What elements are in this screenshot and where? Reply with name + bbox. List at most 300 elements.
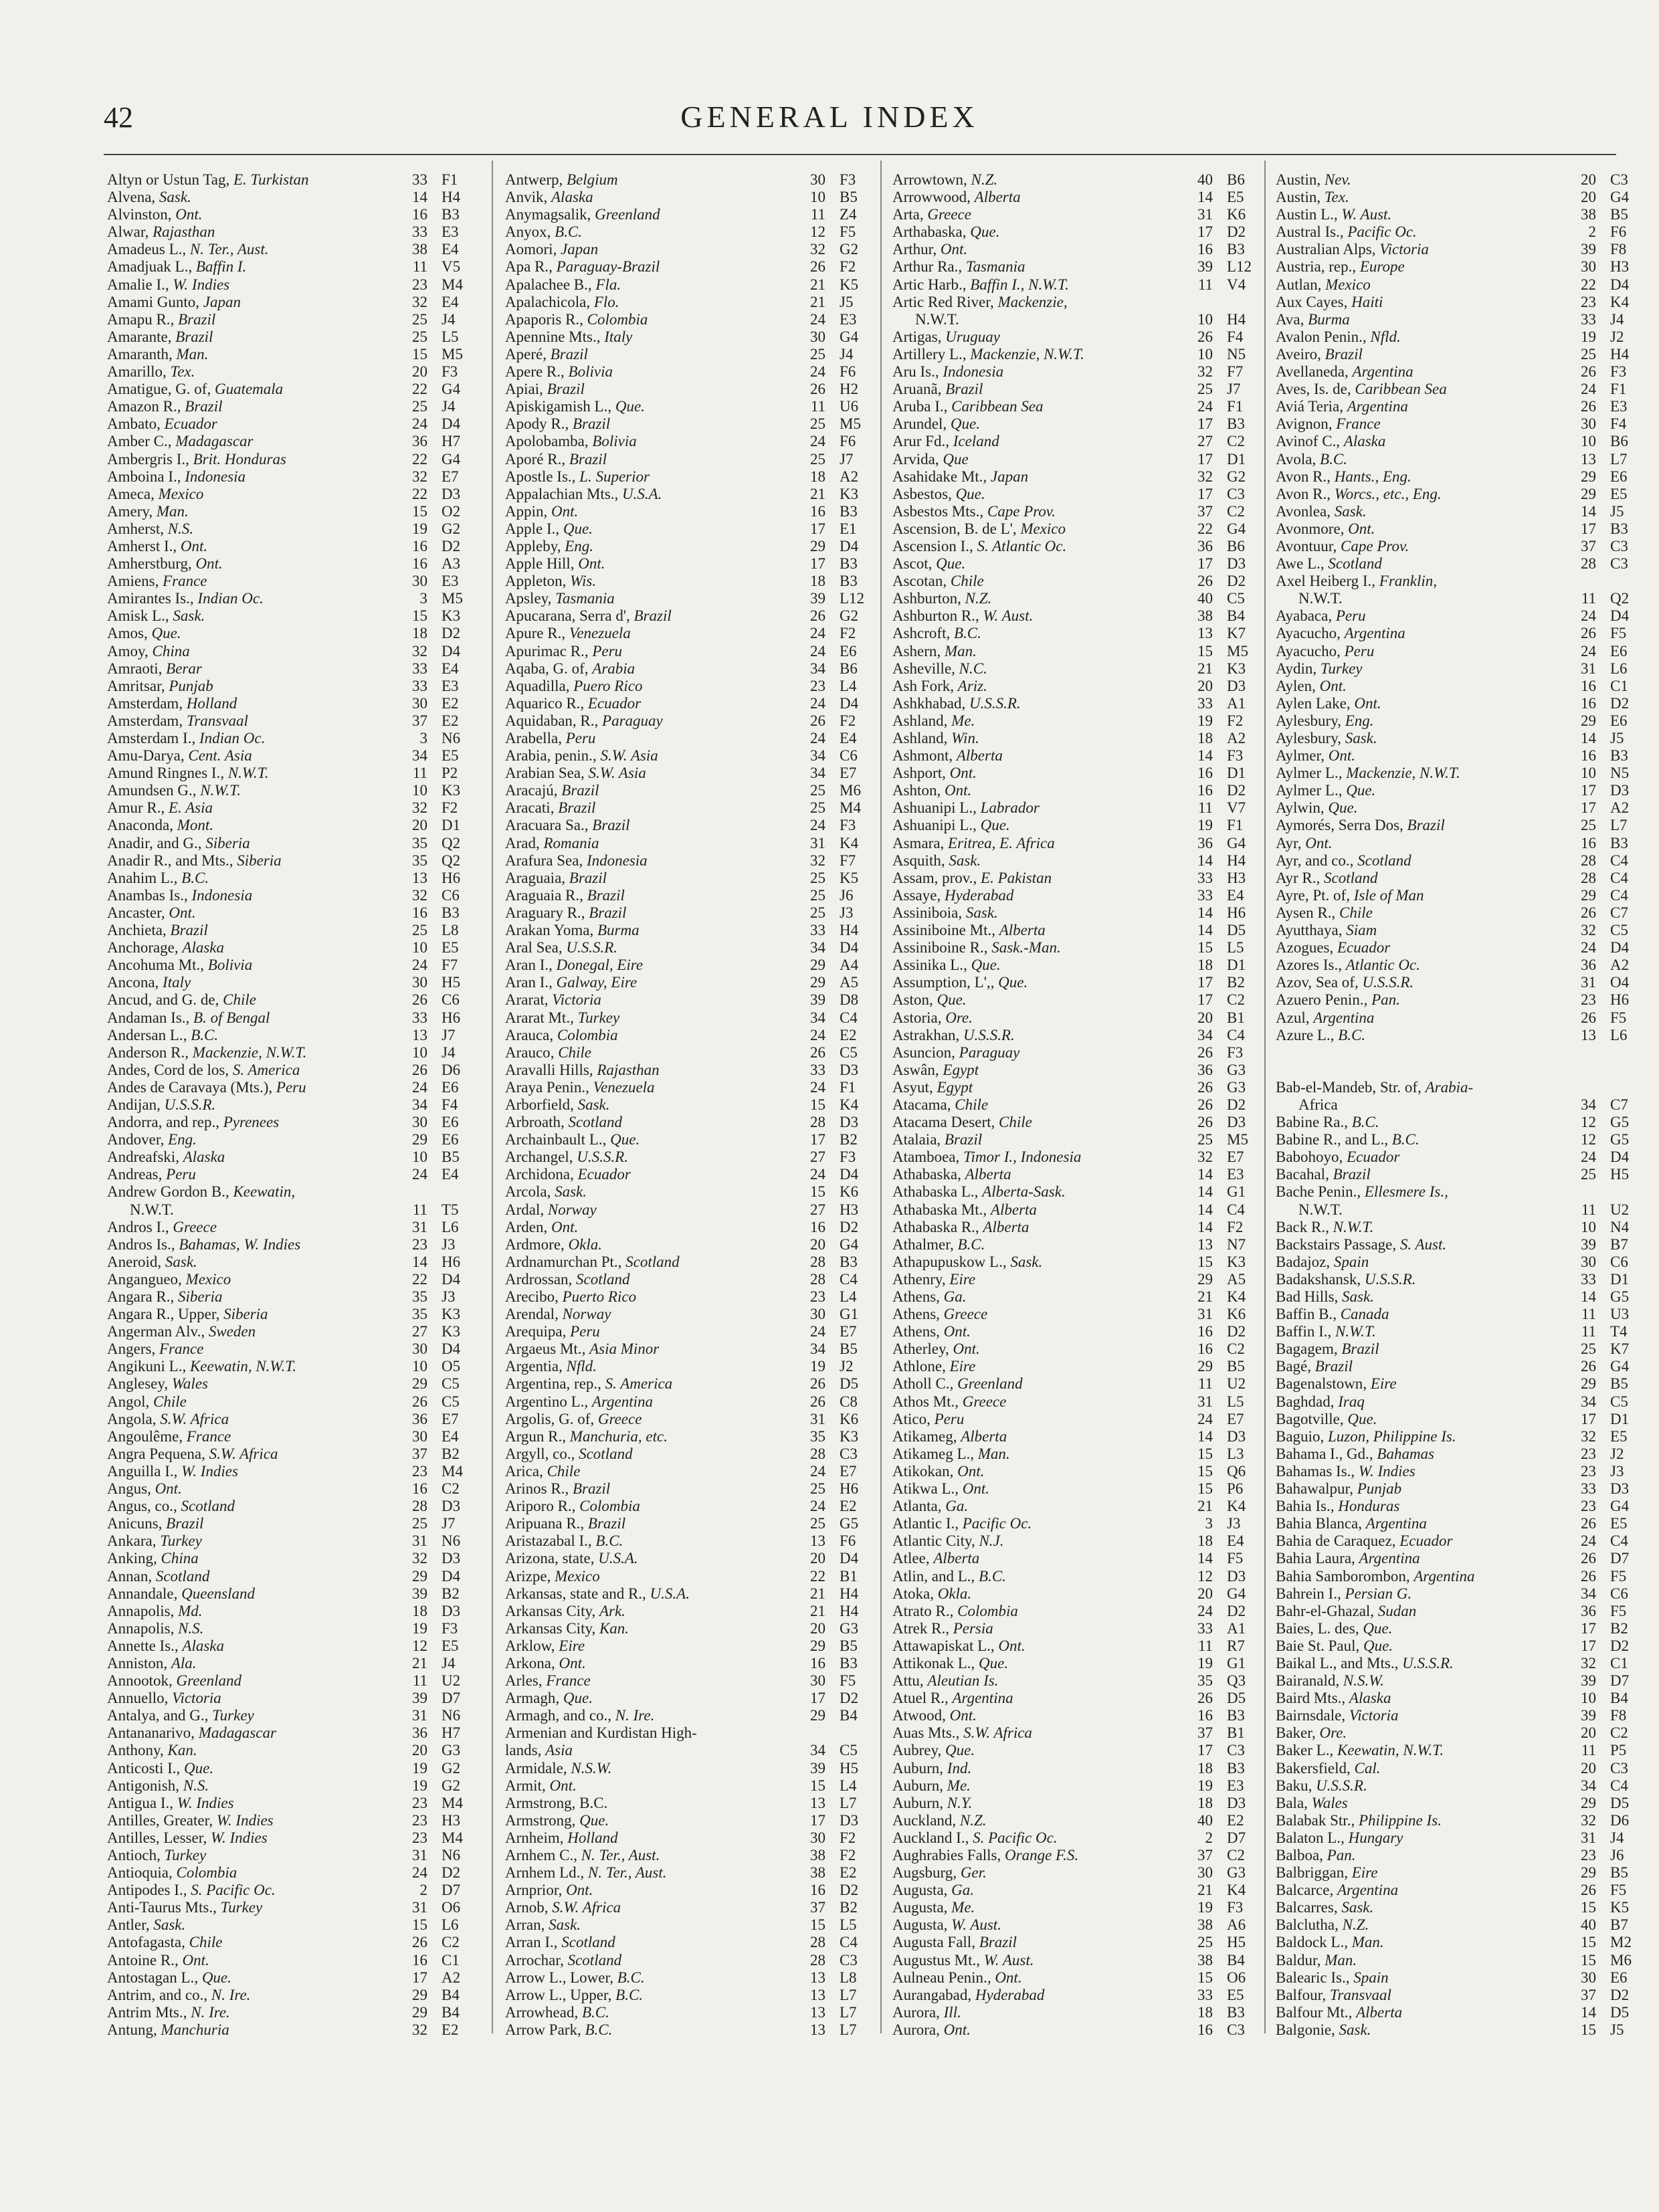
entry-grid-ref: O2 [442,502,461,520]
entry-name: Amami Gunto, Japan [107,293,241,310]
entry-page: 31 [412,1899,427,1916]
entry-page: 17 [1581,1637,1596,1654]
entry-region: U.S.S.R. [1364,1270,1416,1288]
entry-name: Armenian and Kurdistan High- [505,1724,697,1742]
entry-region: Bahamas [1377,1445,1435,1462]
entry-grid-ref: E6 [1610,642,1628,660]
entry-page: 29 [1581,1375,1596,1393]
entry-page: 33 [412,223,427,241]
entry-grid-ref: G5 [1610,1131,1630,1148]
index-entry [892,1288,1267,1306]
entry-grid-ref: J4 [840,345,854,363]
index-entry [505,1375,880,1393]
entry-region: Scotland [181,1498,235,1515]
entry-region: Chile [558,1043,592,1061]
entry-region: S.W. Africa [552,1899,621,1916]
entry-page: 30 [412,1427,427,1445]
entry-page: 25 [810,415,825,433]
index-entry [1276,2021,1650,2039]
entry-page: 13 [1197,1235,1213,1253]
entry-region: Europe [1359,258,1405,276]
entry-grid-ref: G1 [1227,1183,1246,1201]
entry-page: 39 [810,1759,825,1777]
entry-grid-ref: F2 [1227,1218,1244,1235]
entry-region: Siberia [223,1306,268,1323]
index-entry [107,974,482,991]
entry-grid-ref: E2 [840,1498,857,1515]
entry-page: 34 [810,1009,825,1026]
entry-page: 2 [1205,1829,1213,1846]
entry-grid-ref: H5 [1227,1934,1246,1951]
entry-region: Turkey [220,1899,263,1916]
entry-page: 16 [1197,782,1213,799]
entry-name: Astrakhan, U.S.S.R. [892,1026,1015,1043]
entry-grid-ref: D2 [840,1218,859,1235]
entry-grid-ref: C2 [442,1934,460,1951]
entry-region: Japan [990,468,1029,485]
entry-page: 12 [1581,1131,1596,1148]
entry-name: Anguilla I., W. Indies [107,1462,238,1480]
entry-page: 34 [810,1742,825,1759]
entry-name: Azul, Argentina [1276,1009,1375,1026]
index-entry [107,415,482,433]
entry-name: Arad, Romania [505,834,599,851]
entry-name: Atamboea, Timor I., Indonesia [892,1148,1082,1166]
index-entry [107,835,482,852]
entry-region: Ont. [559,1654,586,1672]
entry-name: Athabaska R., Alberta [892,1218,1030,1235]
entry-page: 39 [1581,1235,1596,1253]
entry-page: 26 [412,1934,427,1951]
entry-page: 17 [1581,799,1596,817]
entry-grid-ref: H4 [840,922,859,939]
entry-name: Ashmont, Alberta [892,747,1003,765]
index-entry [1276,1515,1650,1532]
entry-name: Atlee, Alberta [892,1550,980,1567]
entry-name: Arthur Ra., Tasmania [892,258,1026,276]
index-entry [1276,1969,1650,1987]
entry-page: 29 [1581,485,1596,502]
entry-region: Sask. [1339,2021,1371,2038]
entry-region: B.C. [1320,450,1347,468]
entry-page: 11 [1197,1637,1213,1654]
index-entry [1276,852,1650,870]
entry-region: S. America [605,1375,673,1393]
entry-grid-ref: G4 [442,381,461,398]
entry-name: Balgonie, Sask. [1276,2021,1371,2038]
entry-name: Ascension, B. de L', Mexico [892,520,1066,537]
entry-region: S.W. Asia [600,747,658,765]
entry-region: Ont. [182,1951,209,1969]
entry-grid-ref: E4 [442,1427,459,1445]
index-entry [1276,1219,1650,1236]
index-entry [892,189,1267,206]
entry-region: Me. [951,1899,975,1916]
entry-grid-ref: G3 [442,1742,461,1759]
entry-name: Angangueo, Mexico [107,1270,231,1288]
entry-grid-ref: H6 [1610,991,1630,1009]
entry-name: Alvena, Sask. [107,189,191,206]
entry-grid-ref: C3 [840,1445,858,1462]
index-entry [505,625,880,642]
entry-region: Peru [276,1078,306,1096]
entry-name: Apsley, Tasmania [505,590,615,607]
entry-name: Arta, Greece [892,206,971,223]
entry-grid-ref: E5 [1610,1515,1628,1532]
index-entry [1276,730,1650,747]
entry-region: Victoria [1379,241,1429,258]
entry-name: Bagotville, Que. [1276,1410,1377,1427]
entry-region: Que. [563,520,593,537]
entry-grid-ref: B3 [1227,241,1245,258]
entry-page: 26 [1581,363,1596,381]
entry-region: Ont. [998,1637,1026,1654]
entry-region: Sask. [555,1183,587,1201]
index-entry [1276,1201,1650,1219]
entry-grid-ref: D2 [1227,1323,1246,1340]
index-entry [505,328,880,346]
entry-page: 20 [1581,171,1596,188]
entry-grid-ref: O6 [1227,1969,1246,1986]
entry-page: 11 [412,258,427,276]
index-entry [1276,1550,1650,1567]
entry-name: Angerman Alv., Sweden [107,1323,256,1340]
entry-grid-ref: G4 [442,450,461,468]
index-entry [1276,241,1650,258]
entry-region: L. Superior [579,468,650,485]
entry-grid-ref: F5 [1610,1882,1627,1899]
entry-grid-ref: B2 [840,1131,858,1148]
entry-region: Ont. [943,2021,971,2038]
entry-name: Babohoyo, Ecuador [1276,1148,1400,1166]
entry-region: Mexico [555,1567,600,1585]
entry-page: 12 [412,1637,427,1654]
index-entry [505,223,880,241]
entry-page: 26 [1197,328,1213,345]
index-entry [107,1201,482,1219]
entry-page: 23 [412,276,427,293]
entry-page: 17 [810,1690,825,1707]
entry-name: Avellaneda, Argentina [1276,363,1413,381]
index-entry [892,799,1267,817]
entry-grid-ref: B3 [1610,747,1628,765]
entry-page: 25 [1197,1934,1213,1951]
index-entry [505,870,880,887]
entry-grid-ref: F1 [840,1078,856,1096]
entry-name: Appin, Ont. [505,502,579,520]
entry-name: Aruanã, Brazil [892,381,983,398]
index-entry [892,503,1267,520]
entry-name: Azogues, Ecuador [1276,939,1391,957]
index-entry [892,765,1267,782]
entry-grid-ref: L7 [840,1986,857,2003]
entry-page: 26 [412,1061,427,1078]
entry-grid-ref: C2 [1227,502,1245,520]
entry-grid-ref: G4 [1610,189,1630,206]
index-entry [505,660,880,678]
entry-name: Aydin, Turkey [1276,660,1363,677]
entry-page: 24 [810,1026,825,1043]
entry-name: Aulneau Penin., Ont. [892,1969,1022,1986]
entry-region: Turkey [160,1532,202,1550]
entry-page: 22 [412,381,427,398]
entry-region: China [161,1550,199,1567]
entry-name: Appalachian Mts., U.S.A. [505,485,662,502]
entry-region: Hyderabad [944,886,1014,904]
entry-region: Chile [950,573,984,590]
entry-page: 16 [412,537,427,555]
entry-region: Kan. [599,1619,629,1637]
index-entry [505,398,880,415]
entry-page: 20 [810,1619,825,1637]
index-entry [505,189,880,206]
entry-grid-ref: J7 [442,1026,456,1043]
index-entry [1276,258,1650,276]
entry-region: Eng. [168,1131,197,1148]
entry-grid-ref: M4 [442,276,463,293]
entry-page: 23 [810,677,825,694]
entry-name: Anti-Taurus Mts., Turkey [107,1899,263,1916]
index-entry [892,712,1267,730]
page-number: 42 [104,101,133,134]
entry-page: 29 [810,1637,825,1654]
index-entry [1276,503,1650,520]
entry-grid-ref: D1 [1227,957,1246,974]
entry-name: Aquadilla, Puero Rico [505,677,643,694]
entry-grid-ref: H4 [840,1602,859,1619]
entry-region: Ont. [940,241,968,258]
entry-grid-ref: M5 [1227,642,1248,660]
index-entry [892,1009,1267,1027]
entry-region: B.C. [581,2003,609,2021]
entry-region: Egypt [937,1078,973,1096]
entry-name: Apostle Is., L. Superior [505,468,650,485]
entry-name: Araya Penin., Venezuela [505,1078,655,1096]
entry-name: Amarillo, Tex. [107,363,195,381]
index-entry [892,1655,1267,1672]
entry-grid-ref: C6 [442,991,460,1009]
entry-page: 17 [810,555,825,573]
entry-region: Hungary [1348,1829,1403,1846]
entry-page: 29 [1197,1270,1213,1288]
entry-page: 19 [412,1777,427,1794]
entry-region: Brazil [178,310,216,328]
entry-region: Burma [1308,310,1350,328]
entry-page: 3 [419,730,427,746]
index-entry [505,1777,880,1795]
index-entry [892,782,1267,799]
index-entry [107,189,482,206]
entry-name: Atoka, Okla. [892,1585,972,1602]
entry-region: Argentina [1352,363,1413,381]
entry-region: Peru [1344,642,1375,660]
index-entry [505,1655,880,1672]
entry-region: Brazil [558,799,596,817]
index-entry [1276,415,1650,433]
entry-page: 24 [1581,1532,1596,1550]
entry-grid-ref: D3 [1227,1794,1246,1811]
entry-name: Africa [1298,1096,1338,1113]
entry-name: Aylmer L., Que. [1276,782,1376,799]
entry-page: 28 [1581,869,1596,886]
entry-name: Anadir, and G., Siberia [107,834,250,851]
entry-grid-ref: E3 [442,223,459,241]
entry-region: Ont. [551,1218,579,1235]
entry-name: Asbestos Mts., Cape Prov. [892,502,1056,520]
entry-region: Tex. [1324,189,1349,206]
index-entry [107,2021,482,2039]
entry-name: Bahr-el-Ghazal, Sudan [1276,1602,1417,1619]
entry-region: Alberta [1356,2003,1403,2021]
entry-region: Mackenzie, N.W.T. [1346,765,1460,782]
entry-region: Keewatin, N.W.T. [189,1358,297,1375]
index-entry [505,311,880,328]
entry-name: Angara R., Upper, Siberia [107,1306,268,1323]
entry-page: 16 [1581,834,1596,851]
entry-page: 31 [810,1410,825,1427]
entry-name: Apolobamba, Bolivia [505,433,637,450]
entry-grid-ref: D5 [1610,2003,1630,2021]
entry-page: 15 [412,1916,427,1934]
entry-name: Atacama Desert, Chile [892,1114,1032,1131]
entry-region: Siberia [205,834,250,851]
entry-region: Ont. [949,765,977,782]
entry-page: 10 [412,782,427,799]
index-entry [892,957,1267,974]
entry-page: 36 [1197,1061,1213,1078]
entry-page: 14 [1197,747,1213,765]
entry-grid-ref: B4 [840,1707,858,1724]
entry-name: Bairnsdale, Victoria [1276,1707,1399,1724]
index-entry [892,974,1267,991]
entry-grid-ref: K4 [1227,1288,1246,1305]
entry-region: Bahamas, W. Indies [179,1235,301,1253]
entry-region: S. Atlantic Oc. [977,537,1067,555]
entry-name: Atlanta, Ga. [892,1498,969,1515]
entry-grid-ref: D2 [1227,573,1246,590]
entry-name: Antigonish, N.S. [107,1777,209,1794]
entry-page: 17 [1197,1742,1213,1759]
entry-grid-ref: C4 [1610,1777,1628,1794]
index-entry [107,1934,482,1951]
entry-region: Caribbean Sea [1355,381,1447,398]
entry-page: 24 [1581,642,1596,660]
entry-page: 23 [412,1811,427,1829]
entry-grid-ref: A2 [1610,799,1630,817]
entry-name: Artic Harb., Baffin I., N.W.T. [892,276,1069,293]
entry-page: 16 [412,904,427,921]
entry-page: 17 [810,520,825,537]
entry-grid-ref: B2 [442,1445,460,1462]
entry-grid-ref: H2 [840,381,859,398]
entry-name: Athens, Ont. [892,1323,971,1340]
index-entry [107,607,482,625]
entry-page: 29 [412,1131,427,1148]
entry-name: Amur R., E. Asia [107,799,213,817]
entry-page: 40 [1581,1916,1596,1934]
entry-grid-ref: D2 [1610,1986,1630,2003]
entry-region: Sask. [1341,1899,1374,1916]
index-entry [107,799,482,817]
entry-page: 10 [412,939,427,957]
entry-grid-ref: J4 [442,398,456,415]
entry-grid-ref: E3 [1227,1777,1244,1794]
entry-region: Wales [1311,1794,1348,1811]
entry-region: B. of Bengal [193,1009,270,1026]
entry-name: Arabia, penin., S.W. Asia [505,747,658,765]
index-entry [1276,1864,1650,1882]
entry-name: Badajoz, Spain [1276,1253,1369,1270]
entry-name: Ashkhabad, U.S.S.R. [892,694,1021,712]
entry-region: China [152,642,190,660]
entry-name: Atikokan, Ont. [892,1462,985,1480]
entry-page: 27 [810,1201,825,1218]
index-entry [1276,294,1650,311]
entry-grid-ref: L6 [1610,1026,1628,1043]
entry-page: 26 [1581,1358,1596,1375]
entry-region: Sask. [1342,1288,1374,1305]
entry-page: 29 [1581,1794,1596,1811]
index-entry [505,1428,880,1445]
index-entry [1276,1027,1650,1044]
entry-grid-ref: D7 [442,1882,461,1899]
entry-grid-ref: B6 [840,660,858,677]
entry-name: Aswân, Egypt [892,1061,979,1078]
entry-page: 26 [1581,1009,1596,1026]
index-entry [107,678,482,695]
entry-region: Madagascar [175,433,254,450]
entry-region: Spain [1333,1253,1369,1270]
index-entry [892,747,1267,765]
entry-grid-ref: N6 [442,1847,461,1864]
entry-region: Que. [936,555,966,573]
entry-region: B.C. [615,1986,644,2003]
index-entry [892,643,1267,660]
index-entry [1276,695,1650,712]
entry-region: Siberia [178,1288,223,1305]
entry-name: Artillery L., Mackenzie, N.W.T. [892,345,1084,363]
index-entry [1276,1899,1650,1916]
index-entry [505,1532,880,1550]
entry-name: Bahawalpur, Punjab [1276,1480,1402,1498]
entry-grid-ref: F1 [1610,381,1627,398]
index-entry [505,573,880,590]
entry-grid-ref: F1 [1227,398,1244,415]
entry-name: Attu, Aleutian Is. [892,1672,999,1690]
entry-region: Sask. [159,189,191,206]
index-entry [107,1009,482,1027]
index-entry [107,1131,482,1148]
entry-name: Bacahal, Brazil [1276,1166,1371,1183]
entry-name: Assaye, Hyderabad [892,886,1014,904]
index-entry [107,1620,482,1637]
index-entry [505,1637,880,1655]
entry-page: 26 [810,1393,825,1410]
entry-grid-ref: E4 [1227,1532,1244,1550]
entry-page: 38 [412,241,427,258]
entry-region: Donegal, Eire [556,957,644,974]
entry-name: Annapolis, Md. [107,1602,203,1619]
entry-page: 20 [412,817,427,834]
index-entry [1276,398,1650,415]
entry-grid-ref: B5 [840,189,858,206]
entry-page: 34 [412,747,427,765]
entry-region: Victoria [1349,1707,1399,1724]
entry-page: 26 [1197,1096,1213,1113]
entry-region: N. Ter., Aust. [587,1864,667,1882]
entry-grid-ref: G2 [442,520,461,537]
entry-grid-ref: J4 [442,1654,456,1672]
